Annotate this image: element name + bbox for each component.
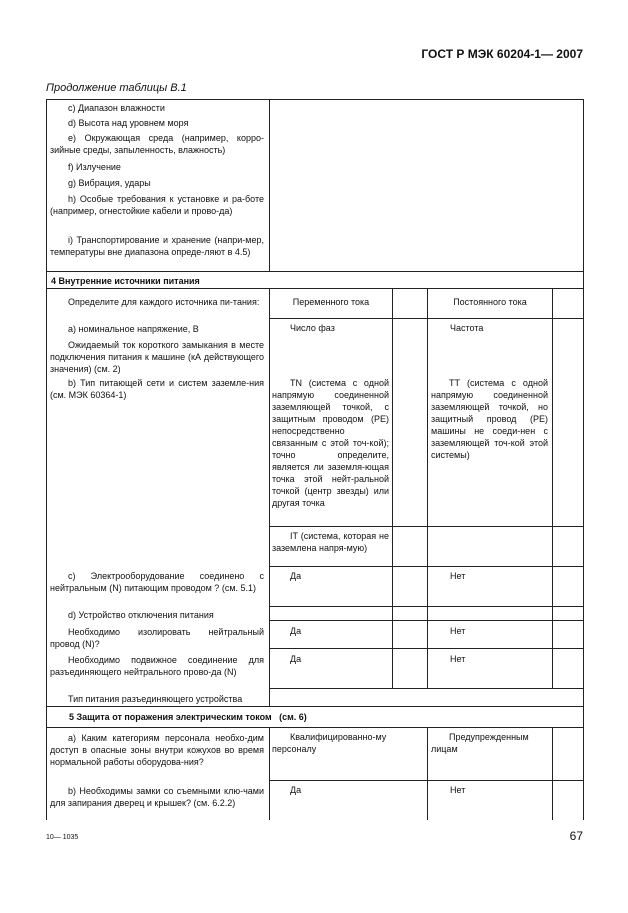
tn-system: TN (система с одной напрямую соединенной заземляющей точкой, с защитным проводом (PE) непосредственно связанным с этой точ-кой); точно определите, является ли заземля-ющая точка этой нейт-ральной точкой (центр звезды) или другая точка [272, 378, 389, 508]
no-4: Нет [450, 785, 466, 795]
yes-3: Да [290, 654, 302, 664]
environment-item: e) Окружающая среда (например, корро-зийные среды, запыленность, влажность) [50, 133, 264, 155]
disconnect-supply-type: Тип питания разъединяющего устройства [68, 694, 243, 704]
disconnect-device-item: d) Устройство отключения питания [68, 610, 214, 620]
power-intro: Определите для каждого источника пи-тания: [68, 297, 260, 307]
nominal-voltage: a) номинальное напряжение, В [68, 324, 199, 334]
altitude-item: d) Высота над уровнем моря [68, 118, 189, 128]
short-circuit-item: Ожидаемый ток короткого замыкания в месте подключения питания к машине (кА действующего значения) (см. 2) [50, 340, 264, 374]
personnel-access-item: a) Каким категориям персонала необхо-дим доступ в опасные зоны внутри кожухов во время нормальной работы оборудова-ния? [50, 733, 264, 767]
section-5-title: 5 Защита от поражения электрическим током (см. 6) [69, 712, 307, 722]
key-locks-item: b) Необходимы замки со съемными клю-чами для запирания дверец и крышек? (см. 6.2.2) [50, 786, 264, 808]
humidity-item: c) Диапазон влажности [68, 103, 165, 113]
table-caption: Продолжение таблицы B.1 [46, 82, 187, 94]
no-1: Нет [450, 571, 466, 581]
yes-2: Да [290, 626, 302, 636]
footer-code: 10— 1035 [46, 834, 79, 841]
ac-header: Переменного тока [292, 297, 370, 307]
dc-header: Постоянного тока [453, 297, 527, 307]
standard-header: ГОСТ Р МЭК 60204-1— 2007 [421, 47, 583, 61]
yes-4: Да [290, 785, 302, 795]
vibration-item: g) Вибрация, удары [68, 178, 151, 188]
instructed-persons: Предупрежденным лицам [431, 732, 529, 754]
phases-label: Число фаз [290, 323, 335, 333]
radiation-item: f) Излучение [68, 162, 121, 172]
tt-system: TT (система с одной напрямую соединенной заземляющей точкой, но защитный провод (PE) машины не соеди-нен с заземляющей точ-кой этой системы) [431, 378, 548, 460]
page-number: 67 [569, 829, 583, 843]
isolate-neutral-item: Необходимо изолировать нейтральный провод (N)? [50, 627, 264, 649]
transport-item: i) Транспортирование и хранение (напри-мер, температуры вне диапазона опреде-ляют в 4.5) [50, 235, 264, 257]
yes-1: Да [290, 571, 302, 581]
neutral-connection-item: c) Электрооборудование соединено с нейтральным (N) питающим проводом ? (см. 5.1) [50, 571, 264, 593]
network-type-item: b) Тип питающей сети и систем заземле-ния (см. МЭК 60364-1) [50, 378, 264, 400]
it-system: IT (система, которая не заземлена напря-мую) [272, 531, 389, 553]
neutral-link-item: Необходимо подвижное соединение для разъединяющего нейтрального прово-да (N) [50, 655, 264, 677]
no-3: Нет [450, 654, 466, 664]
special-requirements-item: h) Особые требования к установке и ра-боте (например, огнестойкие кабели и прово-да) [50, 194, 264, 216]
qualified-personnel: Квалифицированно-му персоналу [272, 732, 387, 754]
frequency-label: Частота [450, 323, 484, 333]
section-4-title: 4 Внутренние источники питания [51, 276, 200, 286]
no-2: Нет [450, 626, 466, 636]
